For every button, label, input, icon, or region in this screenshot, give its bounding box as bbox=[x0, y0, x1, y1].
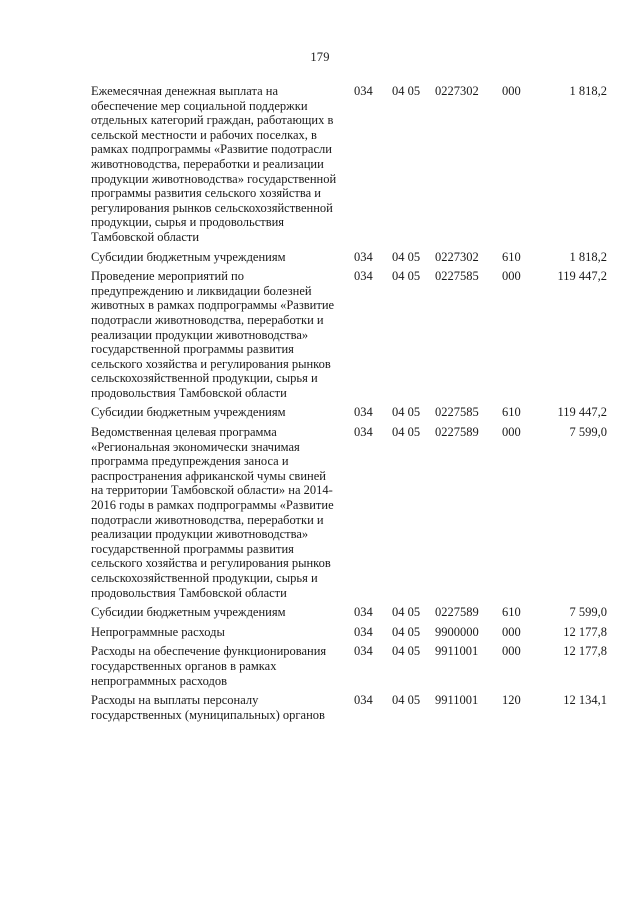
target-article-code: 9900000 bbox=[435, 624, 479, 639]
target-article-code: 9911001 bbox=[435, 693, 479, 708]
target-article-code: 9911001 bbox=[435, 644, 479, 659]
amount: 7 599,0 bbox=[569, 425, 607, 440]
amount: 12 177,8 bbox=[563, 624, 607, 639]
amount: 7 599,0 bbox=[569, 605, 607, 620]
section-code: 04 05 bbox=[392, 405, 421, 420]
table-row bbox=[91, 84, 607, 245]
ministry-code: 034 bbox=[354, 269, 373, 284]
expense-type-code: 000 bbox=[502, 644, 521, 659]
amount: 119 447,2 bbox=[557, 269, 607, 284]
expense-name: Расходы на выплаты персоналу государственных (муниципальных) органов bbox=[91, 693, 325, 722]
target-article-code: 0227302 bbox=[435, 84, 479, 98]
amount: 12 134,1 bbox=[563, 693, 607, 708]
section-code: 04 05 bbox=[392, 84, 421, 98]
section-code: 04 05 bbox=[392, 605, 421, 620]
ministry-code: 034 bbox=[354, 624, 373, 639]
ministry-code: 034 bbox=[354, 644, 373, 659]
page-number: 179 bbox=[310, 50, 330, 64]
table-row bbox=[91, 269, 607, 400]
table-row bbox=[91, 405, 607, 420]
expense-type-code: 610 bbox=[502, 605, 521, 620]
table-row bbox=[91, 605, 607, 620]
section-code: 04 05 bbox=[392, 425, 421, 440]
section-code: 04 05 bbox=[392, 693, 421, 708]
section-code: 04 05 bbox=[392, 624, 421, 639]
amount: 119 447,2 bbox=[557, 405, 607, 420]
ministry-code: 034 bbox=[354, 425, 373, 440]
amount: 12 177,8 bbox=[563, 644, 607, 659]
target-article-code: 0227589 bbox=[435, 425, 479, 440]
target-article-code: 0227302 bbox=[435, 249, 479, 264]
table-row bbox=[91, 644, 607, 688]
table-row bbox=[91, 425, 607, 600]
ministry-code: 034 bbox=[354, 605, 373, 620]
expense-name: Проведение мероприятий по предупреждению и ликвидации болезней животных в рамках подпрограммы «Развитие подотрасли животноводства, переработки и реализации продукции животноводства» государственной программы развития сельского хозяйства и регулирования рынков сельскохозяйственной продукции, сырья и продовольствия Тамбовской области bbox=[91, 269, 335, 400]
table-row bbox=[91, 693, 607, 722]
amount: 1 818,2 bbox=[569, 84, 607, 98]
ministry-code: 034 bbox=[354, 84, 373, 98]
expense-type-code: 610 bbox=[502, 249, 521, 264]
section-code: 04 05 bbox=[392, 269, 421, 284]
expense-type-code: 610 bbox=[502, 405, 521, 420]
budget-table bbox=[91, 84, 607, 727]
section-code: 04 05 bbox=[392, 249, 421, 264]
target-article-code: 0227585 bbox=[435, 405, 479, 420]
section-code: 04 05 bbox=[392, 644, 421, 659]
expense-type-code: 000 bbox=[502, 269, 521, 284]
target-article-code: 0227585 bbox=[435, 269, 479, 284]
ministry-code: 034 bbox=[354, 693, 373, 708]
expense-type-code: 000 bbox=[502, 624, 521, 639]
amount: 1 818,2 bbox=[569, 249, 607, 264]
expense-name: Ежемесячная денежная выплата на обеспечение мер социальной поддержки отдельных категорий граждан, работающих в сельской местности и рабочих поселках, в рамках подпрограммы «Развитие подотрасли животноводства, переработки и реализации продукции животноводства» государственной программы развития сельского хозяйства и регулирования рынков сельскохозяйственной продукции, сырья и продовольствия Тамбовской области bbox=[91, 84, 337, 244]
expense-name: Расходы на обеспечение функционирования государственных органов в рамках непрограммных расходов bbox=[91, 644, 327, 688]
target-article-code: 0227589 bbox=[435, 605, 479, 620]
expense-name: Ведомственная целевая программа «Региональная экономически значимая программа предупреждения заноса и распространения африканской чумы свиней на территории Тамбовской области» на 2014-2016 годы в рамках подпрограммы «Развитие подотрасли животноводства, переработки и реализации продукции животноводства» государственной программы развития сельского хозяйства и регулирования рынков сельскохозяйственной продукции, сырья и продовольствия Тамбовской области bbox=[91, 425, 334, 600]
table-row bbox=[91, 625, 607, 640]
expense-type-code: 000 bbox=[502, 84, 521, 98]
expense-name: Субсидии бюджетным учреждениям bbox=[91, 249, 286, 264]
ministry-code: 034 bbox=[354, 405, 373, 420]
expense-name: Субсидии бюджетным учреждениям bbox=[91, 605, 286, 620]
table-row bbox=[91, 250, 607, 265]
expense-name: Субсидии бюджетным учреждениям bbox=[91, 405, 286, 420]
expense-type-code: 000 bbox=[502, 425, 521, 440]
expense-type-code: 120 bbox=[502, 693, 521, 708]
expense-name: Непрограммные расходы bbox=[91, 624, 225, 639]
ministry-code: 034 bbox=[354, 249, 373, 264]
